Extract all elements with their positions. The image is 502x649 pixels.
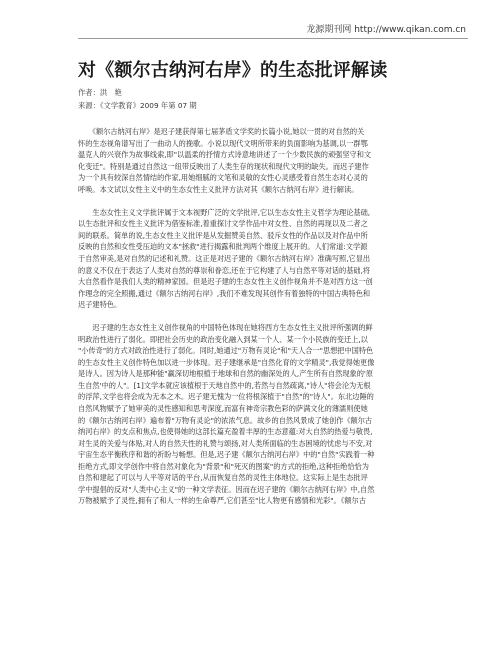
body-paragraph — [78, 126, 468, 195]
article-body — [78, 126, 468, 507]
body-line: 间的联系。简单的说,生态女性主义批评是从发掘赞美自然、驳斥女性的作品以及对作品中所 — [78, 230, 368, 240]
body-line: 拒绝方式,即文学创作中将自然对象化为"背景"和"死灭的图案"的方式的拒绝,这种拒绝恰恰为 — [78, 461, 369, 471]
body-line: 温克人的兴衰作为故事线索,即"以温柔的抒情方式诗意地讲述了一个少数民族的顽强坚守和文 — [78, 150, 372, 160]
body-line: 化变迁"。特别是通过自然这一纽带反映出了人类生存的现状和现代文明的缺失。而迟子建作 — [78, 161, 369, 171]
paragraph-gap — [78, 311, 468, 323]
paragraph-gap — [78, 195, 468, 207]
article-source: 来源：《文学教育》2009 年第 07 期 — [78, 101, 197, 110]
header-divider — [78, 38, 468, 39]
body-line: 自然和建起了可以与人平等对话的平台,从而恢复自然的灵性主体地位。这实际上是生态批评 — [78, 473, 368, 483]
body-line: 以生态批评和女性主义批评为借鉴标准,着重探讨文学作品中对女性、自然的再现以及二者之 — [78, 219, 368, 229]
body-line: 的生态女性主义创作特色加以进一步体现。迟子建继承是"自然化育的文学精灵",我觉得她更像 — [78, 357, 375, 367]
body-line: 的浮萍,文学也将会成为无本之木。迟子建无愧为一位将根深植于"自然"的"诗人"。东北边陲的 — [78, 392, 374, 402]
body-line: 反映的自然和女性受压迫的文本"拯救"进行揭露和批判两个维度上展开的。人们常道:文学源 — [78, 242, 368, 252]
body-line: 对生灵的关爱与体贴,对人的自然天性的礼赞与颂扬,对人类所面临的生态困境的忧虑与不安,对 — [78, 438, 373, 448]
body-line: 迟子建特色。 — [78, 300, 122, 310]
body-line: 自然风物赋予了她审美的灵性感知和思考深度,而富有神奇宗教色彩的萨满文化的薄濡则使她 — [78, 404, 368, 414]
body-line: 生自然'中的人"。[1]文学本就应该植根于天地自然中的,若然与自然疏离,"诗人"将会沦为无根 — [78, 380, 371, 390]
body-line: 的《额尔古纳河右岸》遍布着"万物有灵论"的浓浓气息。故乡的自然风景成了她创作《额尔古 — [78, 415, 373, 425]
body-line: 万物被赋予了灵性,拥有了和人一样的生命尊严,它们甚至"比人物更有感情和光彩"。《额尔古 — [78, 496, 366, 506]
body-line: 为一个具有较深自然情结的作家,用她细腻的文笔和灵敏的女性心灵感受着自然生态对心灵的 — [78, 173, 368, 183]
body-line: 呼唤。本文试以女性主义中的生态女性主义批评方法对其《额尔古纳河右岸》进行解读。 — [78, 184, 359, 194]
body-line: 于自然审美,是对自然的记述和礼赞。这正是对迟子建的《额尔古纳河右岸》准确写照,它显出 — [78, 253, 371, 263]
body-line: 纳河右岸》的支点和焦点,也使得她的这部长篇充盈着丰厚的生态意蕴:对大自然的热爱与敬畏, — [78, 427, 373, 437]
article-title: 对《额尔古纳河右岸》的生态批评解读 — [78, 60, 388, 81]
body-paragraph — [78, 322, 468, 507]
body-line: 学中提倡的反对"人类中心主义"的一种文学表征。因而在迟子建的《额尔古纳河右岸》中,自然 — [78, 484, 375, 494]
body-line: 大自然看作是我们人类的精神家园。但是迟子建的生态女性主义创作视角并不是对西方这一创 — [78, 277, 373, 287]
site-header: 龙源期刊网 http://www.qikan.com.cn — [306, 25, 466, 35]
body-line: "小传奇"的方式对政治性进行了弱化。同时,她通过"万物有灵论"和"天人合一"思想把中国特色 — [78, 346, 374, 356]
article-author: 作者：洪 艳 — [78, 88, 122, 97]
body-line: 作理念的完全照搬,通过《额尔古纳河右岸》,我们不难发现其创作有着独特的中国古典特色和 — [78, 288, 371, 298]
body-paragraph — [78, 207, 468, 311]
body-line: 是诗人。因为诗人是那种能"赢深切地根植于地球和自然的幽深处的人,产生所有自然现象的'原 — [78, 369, 374, 379]
body-line: 明政治性进行了弱化。即把社会历史的政治变化融入到某一个人、某一个小民族的变迁上,以 — [78, 334, 368, 344]
body-line: 宇宙生态平衡秩序和谐的祈盼与畅想。但是,迟子建《额尔古纳河右岸》中的"自然"实践着一种 — [78, 450, 375, 460]
body-line: 迟子建的生态女性主义创作视角的中国特色体现在她将西方生态女性主义批评所强调的鲜 — [78, 323, 373, 333]
body-line: 《额尔古纳河右岸》是迟子建获得第七届茅盾文学奖的长篇小说,她以一贯的对自然的关 — [78, 127, 365, 136]
body-line: 怀的生态视角谱写出了一曲动人的挽歌。小说以现代文明所带来的负面影响为基调,以一群鄂 — [78, 138, 368, 148]
body-line: 的意义不仅在于表达了人类对自然的尊崇和眷恋,还在于它构建了人与自然平等对话的基础,将 — [78, 265, 371, 275]
body-line: 生态女性主义文学批评属于文本视野广泛的文学批评,它以生态女性主义哲学为理论基础, — [78, 207, 371, 217]
